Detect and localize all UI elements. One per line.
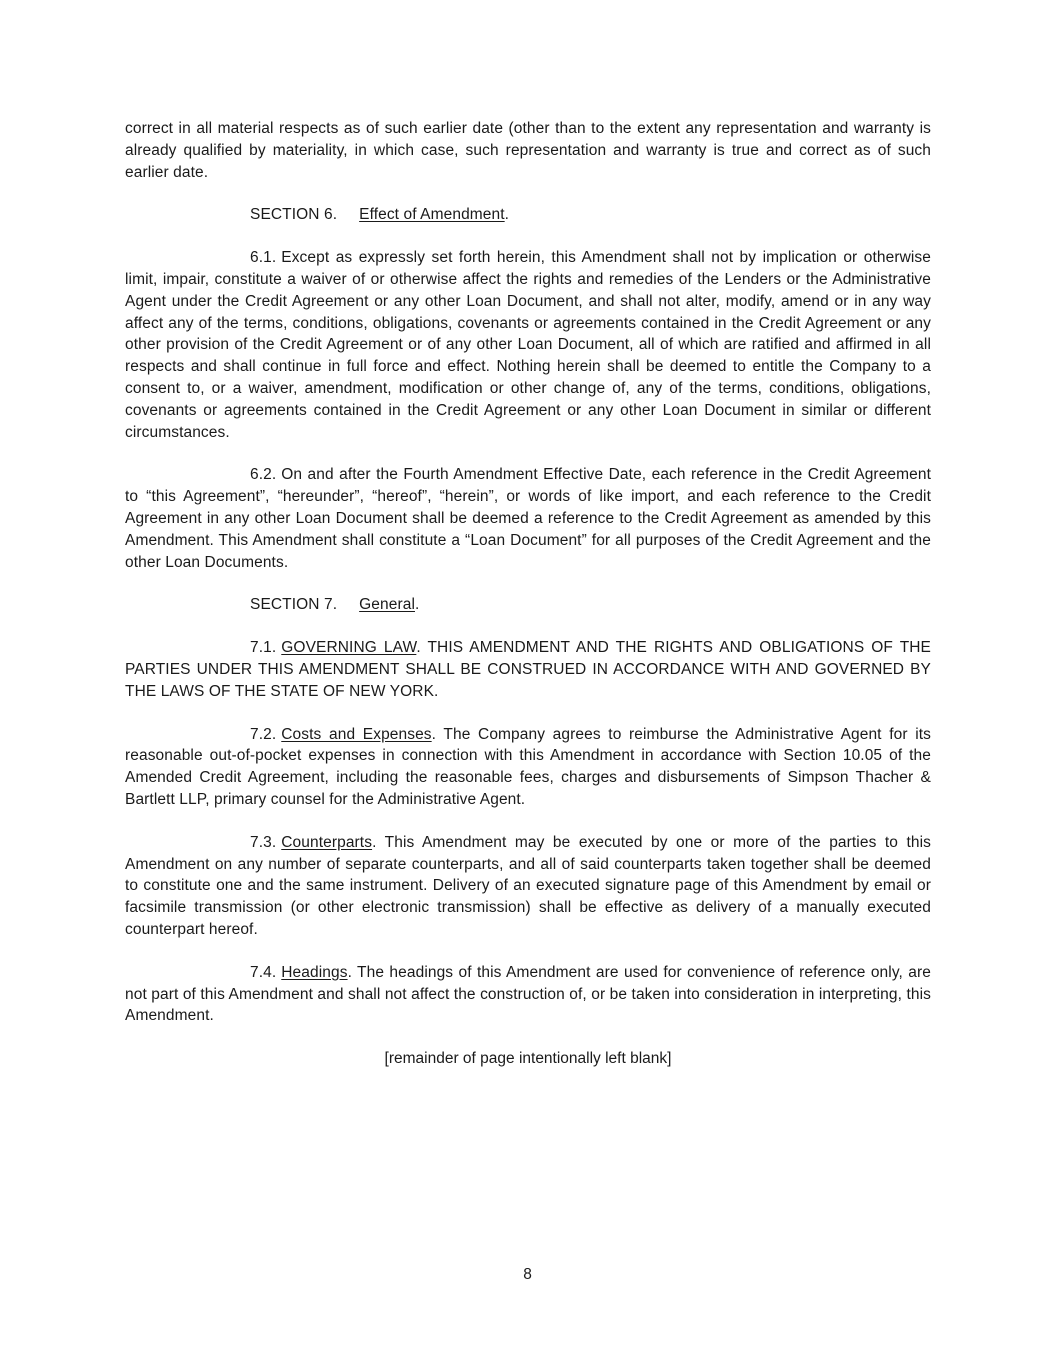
paragraph-7-3 [125, 832, 931, 941]
paragraph-7-3-number: 7.3. [250, 833, 277, 851]
paragraph-6-1-text: Except as expressly set forth herein, this Amendment shall not by implication or otherwise limit, impair, constitute a waiver of or otherwise affect the rights and remedies of the Lenders or the Administrative Agent under the Credit Agreement or any other Loan Document, and shall not alter, modify, amend or in any way affect any of the terms, conditions, obligations, covenants or agreements contained in the Credit Agreement or any other provision of the Credit Agreement or of any other Loan Document, all of which are ratified and affirmed in all respects and shall continue in full force and effect. Nothing herein shall be deemed to entitle the Company to a consent to, or a waiver, amendment, modification or other change of, any of the terms, conditions, obligations, covenants or agreements contained in the Credit Agreement or any other Loan Document in similar or different circumstances. [125, 249, 931, 441]
paragraph-7-2-number: 7.2. [250, 725, 277, 743]
paragraph-7-4-title: Headings [281, 963, 348, 981]
paragraph-6-2 [125, 464, 931, 573]
paragraph-7-1 [125, 637, 931, 702]
paragraph-7-4-number: 7.4. [250, 963, 277, 981]
paragraph-7-2-title: Costs and Expenses [281, 725, 432, 743]
paragraph-6-1-number: 6.1. [250, 249, 277, 267]
section-6-heading [125, 204, 931, 226]
section-7-label: SECTION 7. [250, 596, 338, 614]
paragraph-6-1 [125, 247, 931, 443]
paragraph-7-2 [125, 724, 931, 811]
paragraph-7-1-title: GOVERNING LAW [281, 639, 417, 657]
section-7-title: General [359, 596, 415, 614]
paragraph-continuation [125, 118, 931, 183]
paragraph-6-2-number: 6.2. [250, 466, 277, 484]
paragraph-7-2-text: . The Company agrees to reimburse the Administrative Agent for its reasonable out-of-pocket expenses in connection with this Amendment in accordance with Section 10.05 of the Amended Credit Agreement, including the reasonable fees, charges and disbursements of Simpson Thacher & Bartlett LLP, primary counsel for the Administrative Agent. [125, 725, 931, 808]
remainder-blank-note: [remainder of page intentionally left blank] [384, 1050, 672, 1068]
section-7-heading [125, 594, 931, 616]
section-7-period: . [414, 596, 420, 614]
paragraph-continuation-text: correct in all material respects as of such earlier date (other than to the extent any representation and warranty is already qualified by materiality, in which case, such representation and warranty is true and correct as of such earlier date. [125, 120, 931, 181]
paragraph-7-4-text: . The headings of this Amendment are used for convenience of reference only, are not part of this Amendment and shall not affect the construction of, or be taken into consideration in interpreting, this Amendment. [125, 963, 931, 1025]
page-number: 8 [523, 1266, 532, 1284]
paragraph-7-3-text: . This Amendment may be executed by one or more of the parties to this Amendment on any number of separate counterparts, and all of said counterparts taken together shall be deemed to constitute one and the same instrument. Delivery of an executed signature page of this Amendment by email or facsimile transmission (or other electronic transmission) shall be effective as delivery of a manually executed counterpart hereof. [125, 833, 931, 938]
paragraph-7-1-text: . THIS AMENDMENT AND THE RIGHTS AND OBLIGATIONS OF THE PARTIES UNDER THIS AMENDMENT SHALL BE CONSTRUED IN ACCORDANCE WITH AND GOVERNED BY THE LAWS OF THE STATE OF NEW YORK. [125, 639, 931, 700]
paragraph-6-2-text: On and after the Fourth Amendment Effective Date, each reference in the Credit Agreement to “this Agreement”, “hereunder”, “hereof”, “herein”, or words of like import, and each reference to the Credit Agreement in any other Loan Document shall be deemed a reference to the Credit Agreement as amended by this Amendment. This Amendment shall constitute a “Loan Document” for all purposes of the Credit Agreement and the other Loan Documents. [125, 466, 931, 571]
paragraph-7-3-title: Counterparts [281, 833, 373, 851]
section-6-title: Effect of Amendment [359, 206, 505, 224]
section-6-label: SECTION 6. [250, 206, 338, 224]
paragraph-7-4 [125, 962, 931, 1027]
section-6-period: . [504, 206, 510, 224]
paragraph-7-1-number: 7.1. [250, 639, 277, 657]
